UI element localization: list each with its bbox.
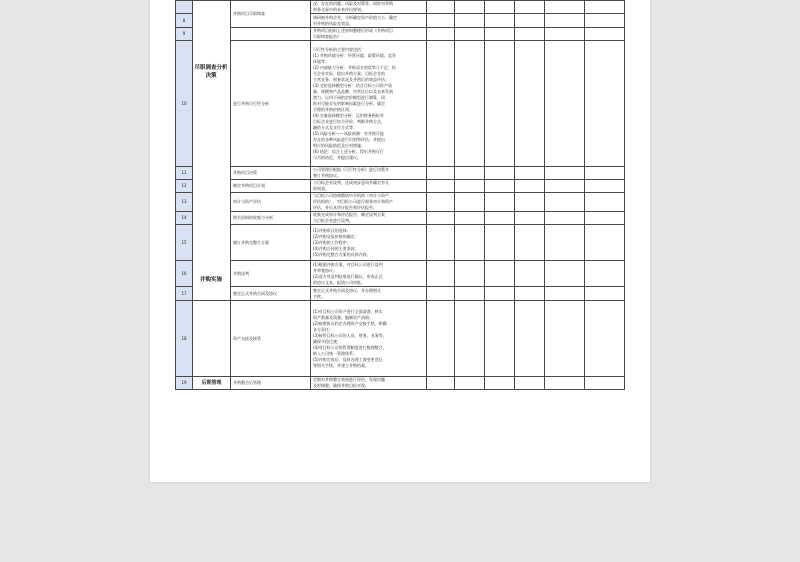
empty-cell	[455, 1, 485, 14]
table-row	[176, 28, 625, 41]
row-number: 8	[176, 14, 193, 28]
detail-line: (1) 并购环境分析：经营环境、政策环境、竞争	[313, 52, 396, 58]
empty-cell	[515, 14, 545, 28]
table-row	[176, 261, 625, 287]
detail-line: 并购项目组织上述材料整理后形成《并购项目	[313, 28, 393, 33]
detail-cell	[311, 167, 427, 180]
empty-cell	[427, 14, 455, 28]
detail-cell	[311, 261, 427, 287]
row-number: 16	[176, 261, 193, 287]
detail-line: 评估机构），对目标公司进行财务审计和资产	[313, 199, 393, 204]
process-table	[175, 0, 625, 390]
detail-line: (1)对目标公司资产进行全面清查，核实	[313, 308, 383, 314]
empty-cell	[485, 193, 515, 212]
task-cell: 制订并购完整合方案	[231, 225, 311, 261]
phase-investigation	[193, 1, 231, 301]
empty-cell	[485, 261, 515, 287]
table-row	[176, 377, 625, 390]
detail-cell	[311, 193, 427, 212]
empty-cell	[585, 28, 625, 41]
detail-line: 纳入公司统一管理体系；	[313, 350, 357, 356]
empty-cell	[585, 14, 625, 28]
detail-cell	[311, 28, 427, 41]
detail-line: 与目标企业谈判，达成初步意向并确定有关	[313, 180, 389, 185]
detail-line: 公司管理层根据《可行性分析》进行决策并	[313, 167, 389, 172]
detail-line: (3)接管目标公司的人员、财务、业务等，	[313, 332, 387, 338]
empty-cell	[585, 377, 625, 390]
detail-line: 确保平稳过渡；	[313, 338, 341, 344]
detail-cell	[311, 287, 427, 301]
empty-cell	[485, 28, 515, 41]
detail-line: 主营业务、财务状况及并购后的效益评估；	[313, 76, 389, 82]
empty-cell	[515, 28, 545, 41]
empty-cell	[585, 301, 625, 377]
empty-cell	[455, 225, 485, 261]
detail-line: 合理的并购价格区间；	[313, 106, 353, 112]
detail-line: (6) 结论：综合上述分析，得出并购可行	[313, 148, 384, 154]
table-row	[176, 1, 625, 14]
empty-cell	[485, 212, 515, 225]
task-cell: 资产交接及接管	[231, 301, 311, 377]
empty-cell	[545, 14, 585, 28]
empty-cell	[585, 41, 625, 167]
empty-cell	[427, 41, 455, 167]
empty-cell	[585, 261, 625, 287]
task-cell: 并购整合后管理	[231, 377, 311, 390]
empty-cell	[427, 261, 455, 287]
empty-cell	[455, 14, 485, 28]
detail-line: (2) 内部能力分析：并购双方的优势与不足；结	[313, 64, 396, 70]
row-number: 19	[176, 377, 193, 390]
row-number: 14	[176, 212, 193, 225]
table-row	[176, 301, 625, 377]
empty-cell	[427, 180, 455, 193]
empty-cell	[485, 41, 515, 167]
detail-line: (1)根据并购方案，对目标公司进行谈判	[313, 261, 383, 267]
empty-cell	[455, 261, 485, 287]
empty-cell	[427, 212, 455, 225]
task-cell: 并购项目决策	[231, 167, 311, 180]
detail-line: 融资方式及支付方式等；	[313, 124, 357, 130]
document-page	[150, 0, 650, 482]
detail-line: 手续。	[313, 293, 325, 299]
detail-line: 与目标公司协商聘请中介机构（审计与资产	[313, 193, 389, 198]
empty-cell	[515, 41, 545, 167]
row-number: 15	[176, 225, 193, 261]
empty-cell	[515, 212, 545, 225]
table-row	[176, 287, 625, 301]
detail-line: 可行性分析的主要内容包括：	[313, 46, 365, 52]
empty-cell	[455, 212, 485, 225]
empty-cell	[585, 193, 625, 212]
detail-line: 对并购的风险及效益。	[313, 20, 353, 26]
detail-line: (2)并购交易价格的确定；	[313, 233, 359, 239]
row-number: 10	[176, 41, 193, 167]
phase-label-implementation: 并购实施	[194, 276, 228, 284]
detail-line: 相应的风险防范及应对措施；	[313, 142, 365, 148]
detail-line: (4)对目标公司的管理制度进行梳理整合，	[313, 344, 387, 350]
detail-line: 资产数量及质量，编制资产清册；	[313, 314, 373, 320]
task-cell	[231, 28, 311, 41]
row-number: 17	[176, 287, 193, 301]
empty-cell	[427, 1, 455, 14]
empty-cell	[515, 1, 545, 14]
table-row	[176, 167, 625, 180]
detail-line: 财务交易中的未来作出规划。	[313, 7, 365, 12]
empty-cell	[585, 212, 625, 225]
detail-line: 目标企业进行综合评价，判断并购方式、	[313, 118, 385, 124]
detail-line: 环境等；	[313, 58, 329, 64]
empty-cell	[585, 167, 625, 180]
detail-line: 时对可能存在的影响因素进行分析，确定	[313, 100, 385, 106]
phase-label-investigation: 尽职调查分析决策	[194, 65, 228, 79]
empty-cell	[515, 225, 545, 261]
detail-line: 及时调整，确保并购目标实现。	[313, 383, 369, 388]
table-row	[176, 41, 625, 167]
empty-cell	[455, 180, 485, 193]
detail-line: (3) 定价选择模型分析：结合目标公司资产质	[313, 82, 392, 88]
detail-line: 各方责任；	[313, 326, 333, 332]
empty-cell	[545, 377, 585, 390]
empty-cell	[585, 1, 625, 14]
row-number: 18	[176, 301, 193, 377]
table-row	[176, 212, 625, 225]
table-row	[176, 225, 625, 261]
detail-cell	[311, 41, 427, 167]
detail-line: (5)并购完成后，及时办理工商变更登记	[313, 356, 383, 362]
empty-cell	[545, 301, 585, 377]
detail-cell	[311, 377, 427, 390]
empty-cell	[515, 193, 545, 212]
empty-cell	[427, 377, 455, 390]
empty-cell	[485, 167, 515, 180]
empty-cell	[545, 1, 585, 14]
empty-cell	[485, 287, 515, 301]
task-cell: 签定正式并购合同及协议	[231, 287, 311, 301]
empty-cell	[545, 287, 585, 301]
detail-cell	[311, 1, 427, 14]
detail-line: 并草签协议；	[313, 267, 337, 273]
task-cell: 制定并购项目计划	[231, 180, 311, 193]
row-number: 12	[176, 180, 193, 193]
empty-cell	[515, 167, 545, 180]
detail-line: 等相关手续，并建立并购档案。	[313, 362, 369, 368]
table-row	[176, 180, 625, 193]
empty-cell	[545, 225, 585, 261]
empty-cell	[455, 193, 485, 212]
empty-cell	[545, 261, 585, 287]
empty-cell	[585, 180, 625, 193]
empty-cell	[485, 301, 515, 377]
detail-line: 存在的各种风险进行识别和评估，并提出	[313, 136, 385, 142]
task-cell: 进行并购可行性分析	[231, 41, 311, 167]
empty-cell	[545, 212, 585, 225]
detail-line: (5) 风险分析——风险预测：对并购可能	[313, 130, 384, 136]
empty-cell	[427, 28, 455, 41]
detail-line: (5)并购完整合方案的具体内容。	[313, 251, 371, 257]
empty-cell	[515, 287, 545, 301]
detail-line: 评估，并出具审计报告和评估报告。	[313, 205, 377, 210]
detail-line: 签订并购协议。	[313, 173, 341, 178]
detail-line: 量、规模和产品品牌、经营区位以及未来发展	[313, 88, 393, 94]
empty-cell	[485, 377, 515, 390]
phase-implementation-tail	[193, 301, 231, 377]
empty-cell	[455, 28, 485, 41]
detail-cell	[311, 225, 427, 261]
detail-line: 尽职调查报告》	[313, 34, 341, 39]
phase-post-management: 后期管理	[193, 377, 231, 390]
empty-cell	[515, 261, 545, 287]
detail-line: 调研被并购企业，分析确定资产价值大小，确定	[313, 14, 397, 20]
empty-cell	[515, 180, 545, 193]
empty-cell	[585, 225, 625, 261]
empty-cell	[427, 167, 455, 180]
empty-cell	[427, 225, 455, 261]
detail-cell	[311, 180, 427, 193]
empty-cell	[485, 14, 515, 28]
detail-line: 合企业实际，提出并购方案；目标企业的	[313, 70, 385, 76]
detail-cell	[311, 212, 427, 225]
empty-cell	[545, 28, 585, 41]
empty-cell	[455, 41, 485, 167]
detail-cell	[311, 301, 427, 377]
detail-line: (4) 定量选择模型分析：运用财务指标对	[313, 112, 384, 118]
detail-line: (2)按照协议约定办理资产交接手续，明确	[313, 320, 387, 326]
task-cell: 相关资料的收集与分析	[231, 212, 311, 225]
empty-cell	[545, 193, 585, 212]
empty-cell	[545, 41, 585, 167]
detail-line: 潜力，运用不同的定价模型进行测算，同	[313, 94, 385, 100]
row-number	[176, 1, 193, 14]
row-number: 13	[176, 193, 193, 212]
row-number: 11	[176, 167, 193, 180]
task-cell: 并购谈判	[231, 261, 311, 287]
empty-cell	[455, 301, 485, 377]
empty-cell	[485, 1, 515, 14]
detail-cell	[311, 14, 427, 28]
empty-cell	[427, 193, 455, 212]
detail-line: 的协议文本，报请公司审批。	[313, 279, 365, 285]
detail-line: 与目标企业进行谈判。	[313, 218, 353, 223]
detail-line: (1)并购形式的选择；	[313, 227, 351, 233]
detail-line: 时间表。	[313, 186, 329, 191]
empty-cell	[427, 301, 455, 377]
detail-line: 收集完成审计和评估报告，制定谈判方案	[313, 212, 385, 217]
detail-line: 定期对并购整合效果进行评估，发现问题	[313, 377, 385, 382]
empty-cell	[455, 377, 485, 390]
empty-cell	[427, 287, 455, 301]
detail-line: (3)并购的工作程序；	[313, 239, 351, 245]
empty-cell	[455, 287, 485, 301]
detail-line: (4)并购合同的主要条款；	[313, 245, 359, 251]
empty-cell	[515, 301, 545, 377]
detail-line: 与否的结论，并提出建议。	[313, 154, 361, 160]
detail-line: 况、存在的问题、风险及对策等，同时对并购	[313, 1, 393, 6]
empty-cell	[545, 167, 585, 180]
task-cell: 并购项目尽职调查	[231, 1, 311, 28]
empty-cell	[585, 287, 625, 301]
table-row	[176, 193, 625, 212]
empty-cell	[485, 180, 515, 193]
empty-cell	[545, 180, 585, 193]
detail-line: 签定正式并购合同及协议，并办理相关	[313, 287, 381, 293]
detail-line: (2)双方对谈判结果进行确认，形成正式	[313, 273, 383, 279]
empty-cell	[485, 225, 515, 261]
row-number: 9	[176, 28, 193, 41]
empty-cell	[515, 377, 545, 390]
task-cell: 审计与资产评估	[231, 193, 311, 212]
empty-cell	[455, 167, 485, 180]
